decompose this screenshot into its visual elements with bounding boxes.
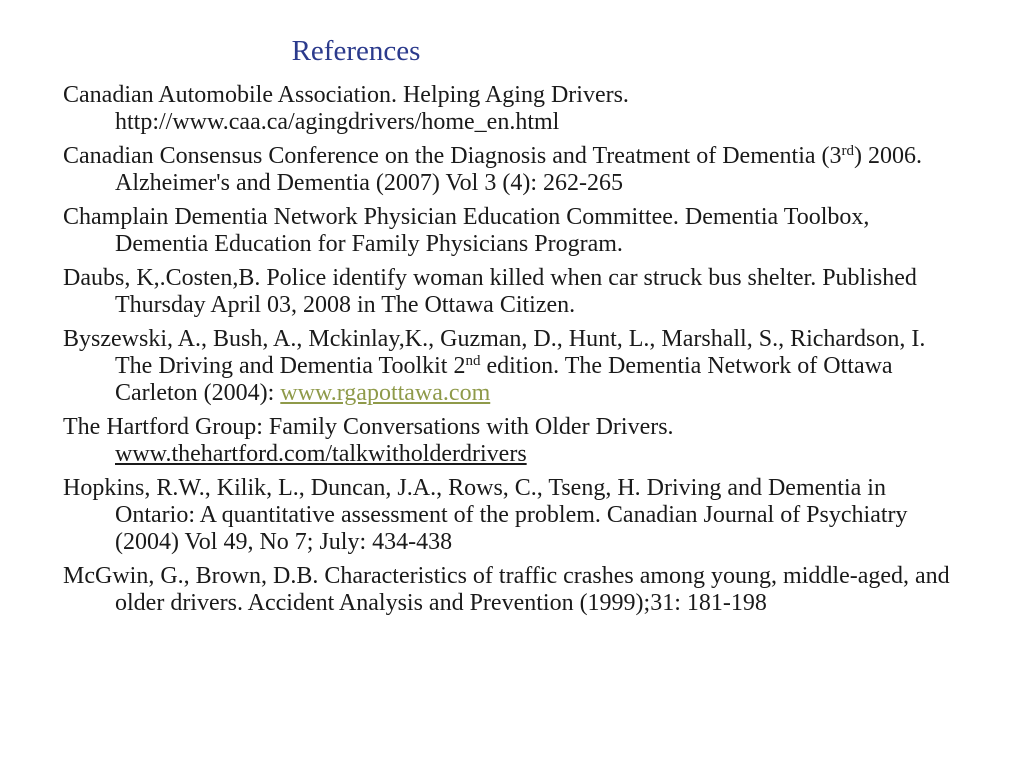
reference-list <box>63 82 963 624</box>
reference-hopkins <box>63 475 963 556</box>
reference-text: Canadian Automobile Association. Helping Aging Drivers. http://www.caa.ca/agingdrivers/home_en.html <box>63 82 629 135</box>
ordinal-suffix: rd <box>841 143 854 159</box>
reference-mcgwin <box>63 563 963 617</box>
rgapottawa-link[interactable]: www.rgapottawa.com <box>280 380 491 406</box>
reference-text: The Hartford Group: Family Conversations with Older Drivers. <box>63 414 674 440</box>
reference-text: Hopkins, R.W., Kilik, L., Duncan, J.A., Rows, C., Tseng, H. Driving and Dementia in Ontario: A quantitative assessment of the problem. Canadian Journal of Psychiatry (2004) Vol 49, No 7; July: 434-438 <box>63 475 908 555</box>
reference-consensus-conference <box>63 143 963 197</box>
reference-caa <box>63 82 963 136</box>
reference-byszewski <box>63 326 963 407</box>
reference-champlain <box>63 204 963 258</box>
reference-text: McGwin, G., Brown, D.B. Characteristics of traffic crashes among young, middle-aged, and older drivers. Accident Analysis and Prevention (1999);31: 181-198 <box>63 563 950 616</box>
page-title: References <box>291 35 421 67</box>
reference-text: edition. The Dementia Network of Ottawa Carleton (2004): <box>115 353 893 406</box>
ordinal-suffix: nd <box>465 353 481 369</box>
reference-text: ) 2006. Alzheimer's and Dementia (2007) Vol 3 (4): 262-265 <box>115 143 922 196</box>
reference-text: Byszewski, A., Bush, A., Mckinlay,K., Guzman, D., Hunt, L., Marshall, S., Richardson, I. The Driving and Dementia Toolkit 2 <box>63 326 926 379</box>
reference-daubs <box>63 265 963 319</box>
reference-text: Canadian Consensus Conference on the Diagnosis and Treatment of Dementia (3 <box>63 143 842 169</box>
reference-hartford <box>63 414 963 468</box>
hartford-link[interactable]: www.thehartford.com/talkwitholderdrivers <box>115 441 527 467</box>
reference-text: Daubs, K,.Costen,B. Police identify woman killed when car struck bus shelter. Published Thursday April 03, 2008 in The Ottawa Citizen. <box>63 265 917 318</box>
reference-text: Champlain Dementia Network Physician Education Committee. Dementia Toolbox, Dementia Education for Family Physicians Program. <box>63 204 870 257</box>
